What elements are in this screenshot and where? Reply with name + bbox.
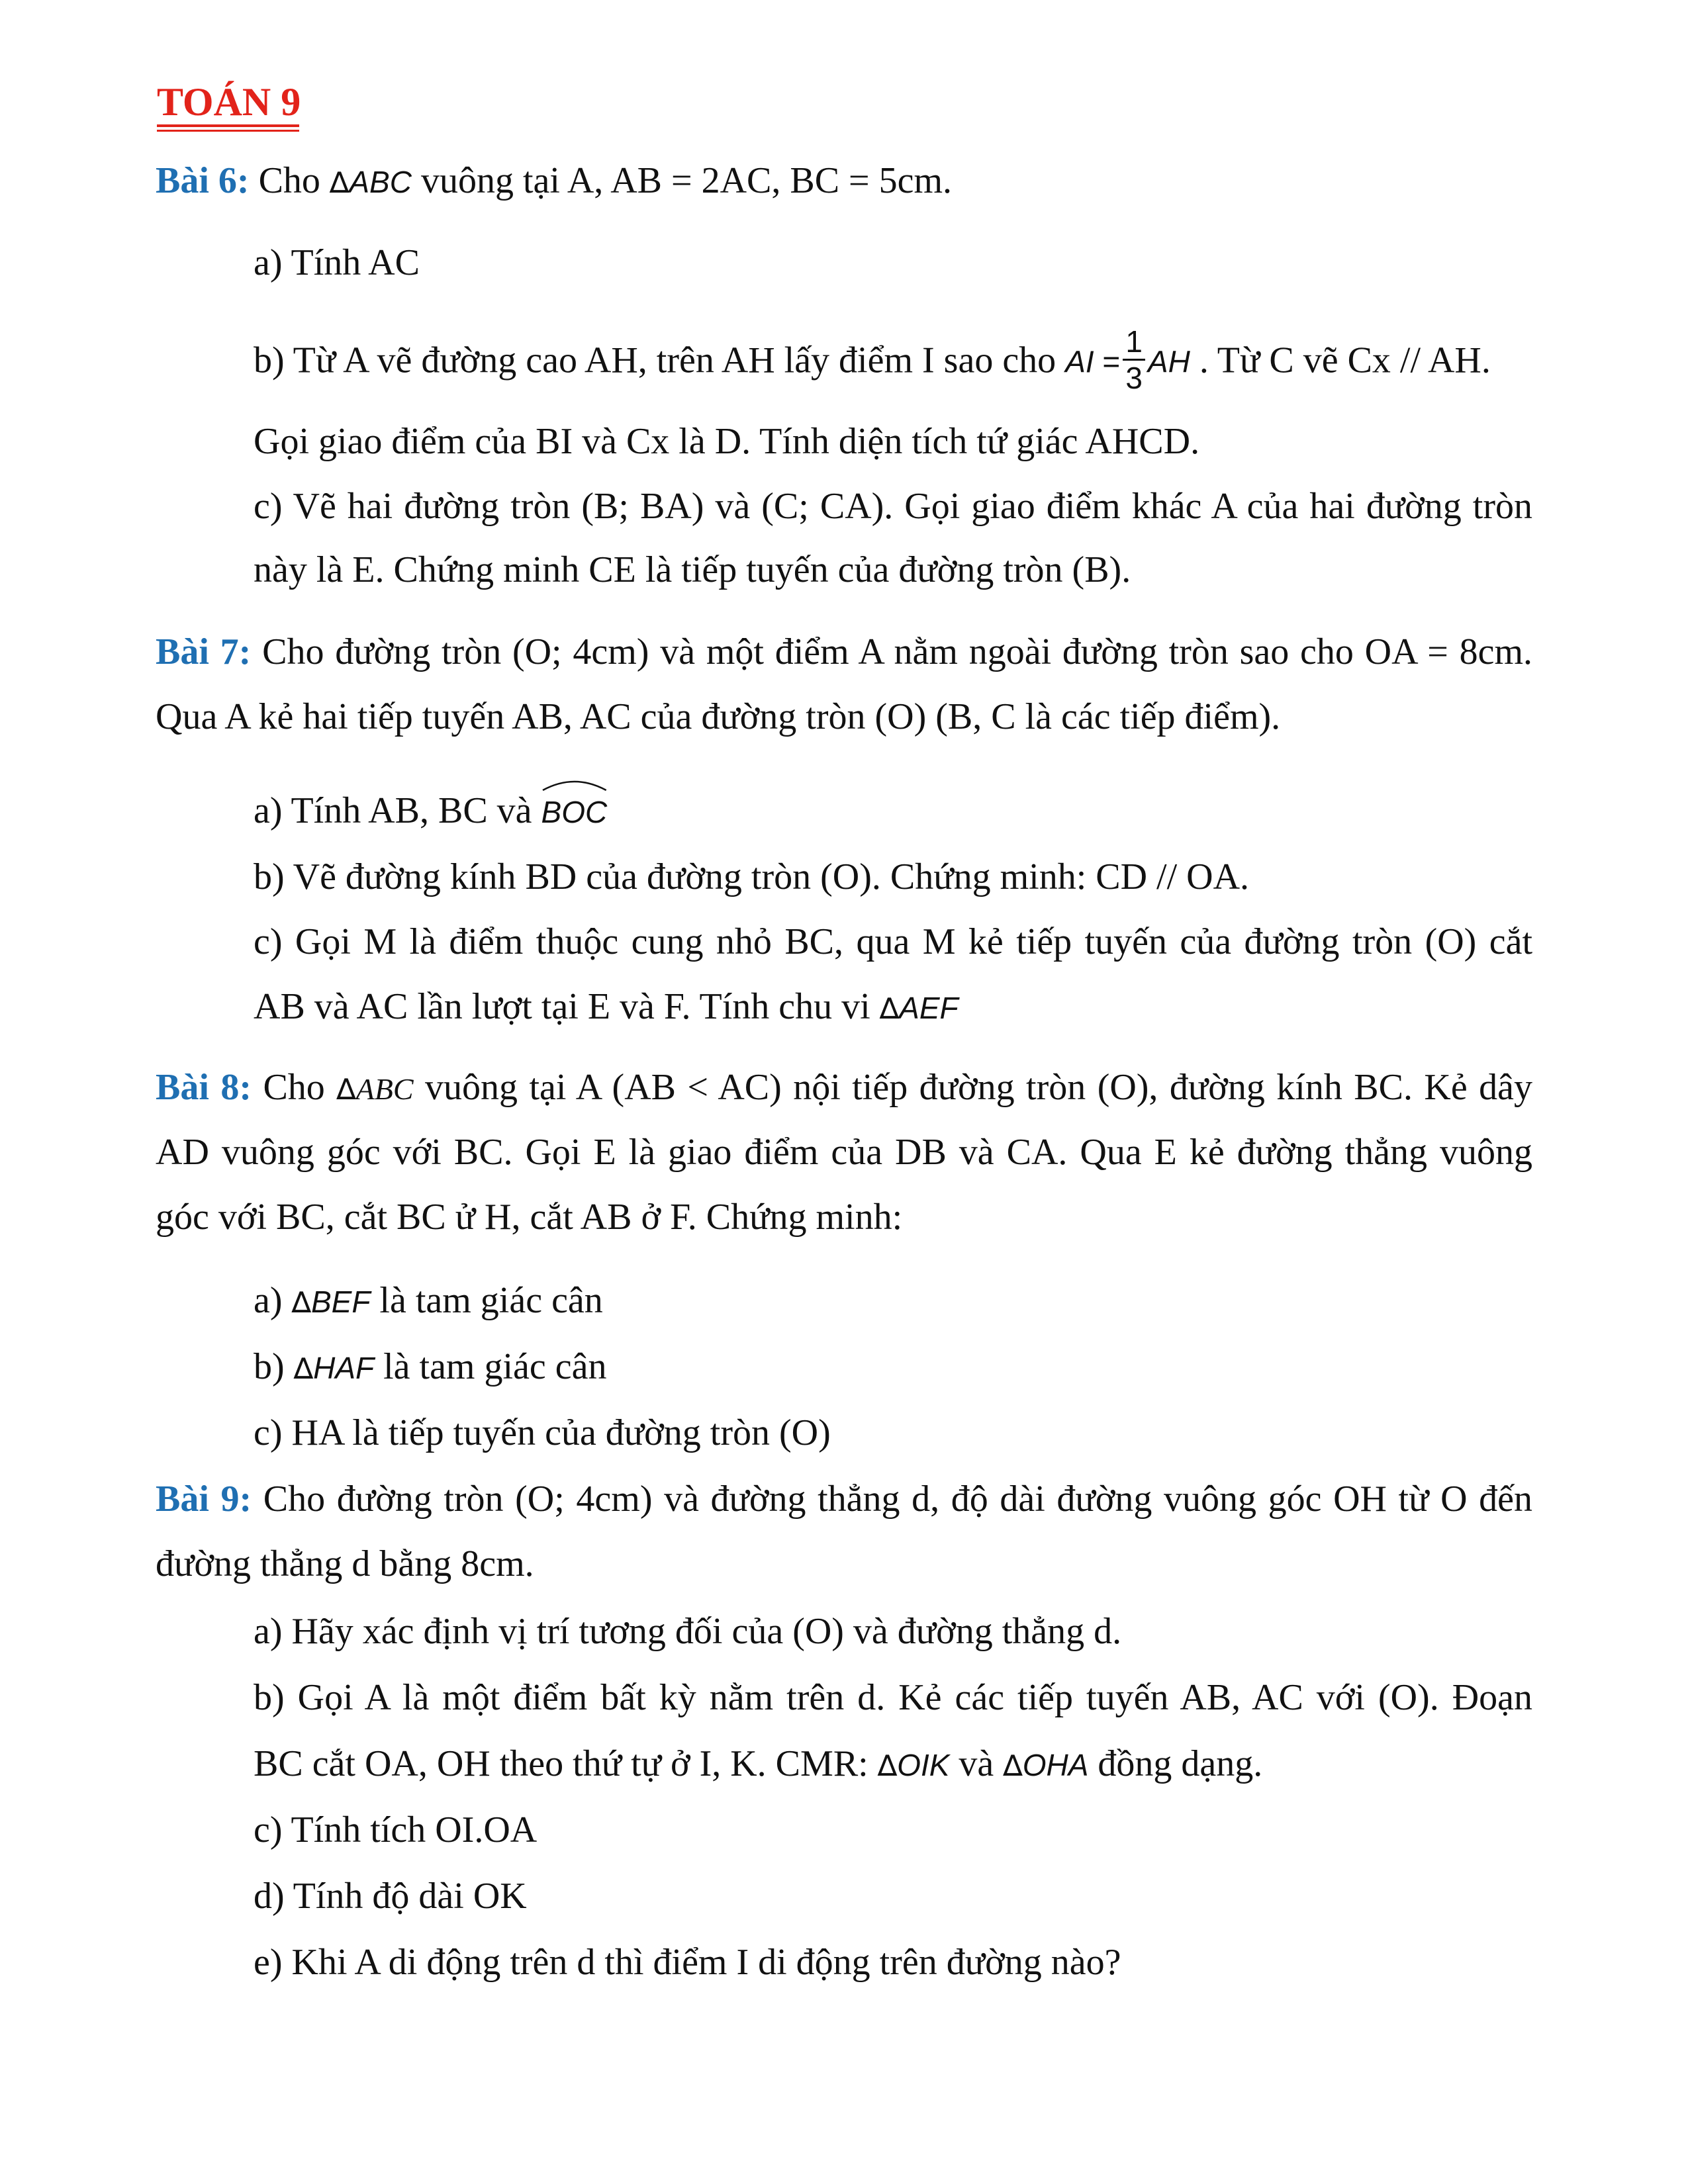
arc-icon — [541, 776, 608, 792]
bai6-b2: Gọi giao điểm của BI và Cx là D. Tính diện tích tứ giác AHCD. — [254, 421, 1200, 462]
bai9-d: d) Tính độ dài OK — [254, 1876, 527, 1917]
bai7-a-pre: a) Tính AB, BC và — [254, 790, 541, 831]
bai7-label: Bài 7: — [156, 631, 252, 672]
bai8-a-post: là tam giác cân — [370, 1280, 603, 1321]
bai6-intro-pre: Cho — [249, 160, 330, 201]
bai9-intro2: đường thẳng d bằng 8cm. — [156, 1543, 534, 1584]
bai9-intro1 — [156, 1476, 1532, 1522]
math-oha: OHA — [1022, 1748, 1089, 1782]
bai9-b2-pre: BC cắt OA, OH theo thứ tự ở I, K. CMR: — [254, 1743, 878, 1784]
title-underline-second — [157, 130, 299, 132]
fraction-denominator: 3 — [1125, 361, 1143, 395]
bai7-c2 — [254, 983, 1532, 1032]
bai7-b: b) Vẽ đường kính BD của đường tròn (O). Chứng minh: CD // OA. — [254, 856, 1250, 897]
triangle-symbol: ∆ — [879, 992, 900, 1026]
bai9-b2 — [254, 1741, 1532, 1790]
title-underline — [157, 124, 299, 127]
bai6-intro-post: vuông tại A, AB = 2AC, BC = 5cm. — [411, 160, 953, 201]
bai9-b1: b) Gọi A là một điểm bất kỳ nằm trên d. Kẻ các tiếp tuyến AB, AC với (O). Đoạn — [254, 1677, 1532, 1718]
bai8-a-pre: a) — [254, 1280, 292, 1321]
bai9-intro1-text: Cho đường tròn (O; 4cm) và đường thẳng d, độ dài đường vuông góc OH từ O đến — [252, 1479, 1532, 1520]
bai6-b — [254, 324, 1532, 399]
bai9-b2-post: đồng dạng. — [1088, 1743, 1263, 1784]
bai9-a: a) Hãy xác định vị trí tương đối của (O) và đường thẳng d. — [254, 1611, 1122, 1652]
bai8-intro2: AD vuông góc với BC. Gọi E là giao điểm của DB và CA. Qua E kẻ đường thẳng vuông — [156, 1132, 1532, 1173]
bai7-intro1-text: Cho đường tròn (O; 4cm) và một điểm A nằm ngoài đường tròn sao cho OA = 8cm. — [251, 631, 1533, 672]
bai8-intro3: góc với BC, cắt BC ử H, cắt AB ở F. Chứng minh: — [156, 1197, 903, 1238]
math-ah: AH — [1147, 344, 1190, 379]
math-abc: ABC — [349, 165, 412, 199]
triangle-symbol: ∆ — [877, 1749, 898, 1783]
math-abc: ABC — [355, 1072, 414, 1106]
bai8-intro1 — [156, 1064, 1532, 1113]
triangle-symbol: ∆ — [1003, 1749, 1023, 1783]
angle-boc — [541, 788, 608, 835]
bai9-c: c) Tính tích OI.OA — [254, 1809, 538, 1850]
bai7-intro1 — [156, 629, 1532, 675]
fraction-numerator: 1 — [1123, 324, 1145, 361]
triangle-symbol: ∆ — [329, 166, 350, 200]
bai6-b-pre: b) Từ A vẽ đường cao AH, trên AH lấy điểm I sao cho — [254, 340, 1066, 381]
bai9-b2-mid: và — [949, 1743, 1004, 1784]
math-ai: AI — [1065, 344, 1094, 379]
bai8-label: Bài 8: — [156, 1067, 252, 1108]
math-oik: OIK — [897, 1748, 950, 1782]
bai8-intro-pre: Cho — [252, 1067, 337, 1108]
math-eq: = — [1094, 344, 1121, 379]
bai8-intro-post: vuông tại A (AB < AC) nội tiếp đường tròn (O), đường kính BC. Kẻ dây — [413, 1067, 1532, 1108]
bai6-c2: này là E. Chứng minh CE là tiếp tuyến của đường tròn (B). — [254, 549, 1131, 590]
math-haf: HAF — [313, 1351, 375, 1385]
triangle-symbol: ∆ — [293, 1352, 314, 1386]
bai8-a — [254, 1277, 1532, 1326]
math-boc: BOC — [541, 795, 608, 829]
fraction-one-third — [1123, 324, 1145, 395]
math-aef: AEF — [899, 991, 959, 1025]
page-title: TOÁN 9 — [157, 80, 301, 124]
bai6-intro — [156, 158, 1532, 206]
math-bef: BEF — [310, 1285, 371, 1319]
triangle-symbol: ∆ — [336, 1073, 356, 1107]
bai9-e: e) Khi A di động trên d thì điểm I di động trên đường nào? — [254, 1942, 1121, 1983]
bai8-c: c) HA là tiếp tuyến của đường tròn (O) — [254, 1412, 831, 1453]
bai8-b-pre: b) — [254, 1346, 294, 1387]
bai7-intro2: Qua A kẻ hai tiếp tuyến AB, AC của đường tròn (O) (B, C là các tiếp điểm). — [156, 696, 1281, 737]
bai7-c1: c) Gọi M là điểm thuộc cung nhỏ BC, qua M kẻ tiếp tuyến của đường tròn (O) cắt — [254, 921, 1532, 962]
bai8-b-post: là tam giác cân — [374, 1346, 607, 1387]
bai6-c1: c) Vẽ hai đường tròn (B; BA) và (C; CA). Gọi giao điểm khác A của hai đường tròn — [254, 486, 1532, 527]
bai9-label: Bài 9: — [156, 1479, 252, 1520]
bai6-b-post: . Từ C vẽ Cx // AH. — [1190, 340, 1491, 381]
bai7-c2-pre: AB và AC lần lượt tại E và F. Tính chu vi — [254, 986, 880, 1027]
bai6-a: a) Tính AC — [254, 242, 420, 283]
bai7-a — [254, 788, 1532, 835]
bai6-label: Bài 6: — [156, 160, 250, 201]
triangle-symbol: ∆ — [291, 1286, 311, 1320]
bai8-b — [254, 1343, 1532, 1392]
